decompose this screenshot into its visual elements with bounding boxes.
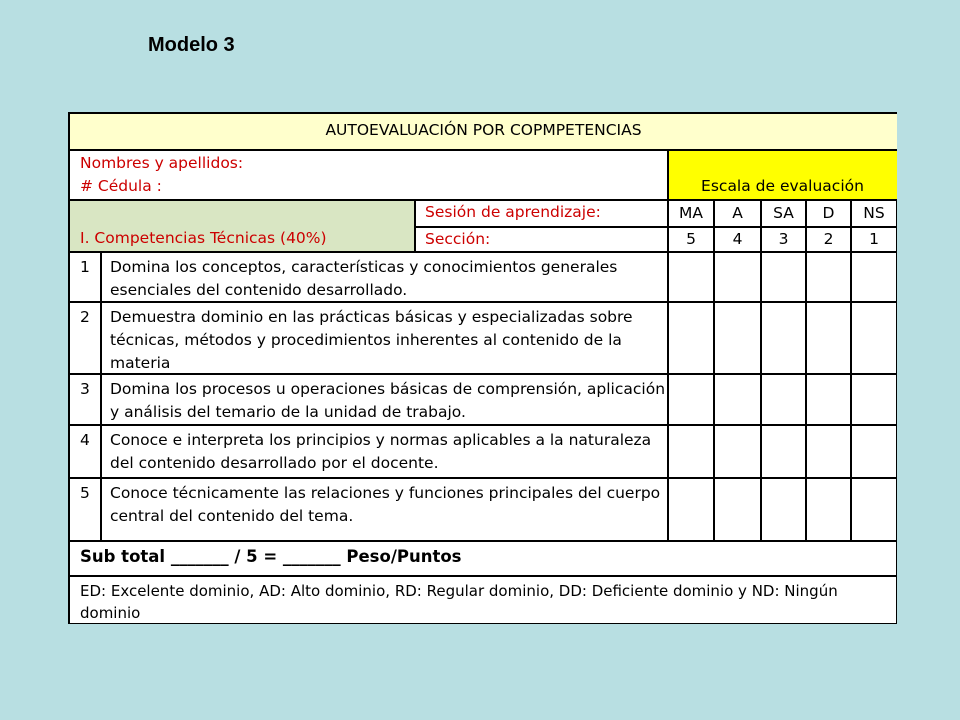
subtotal-row: [70, 541, 897, 576]
rating-cell[interactable]: [807, 253, 851, 301]
scale-header-a: A: [732, 204, 743, 222]
item-number-1: 1: [80, 258, 90, 276]
scale-value-2: 2: [823, 230, 834, 248]
id-label: # Cédula :: [80, 177, 162, 195]
scale-value-1: 1: [869, 230, 879, 248]
grid-line: [760, 200, 762, 541]
item-text-5: Conoce técnicamente las relaciones y funciones principales del cuerpo central del contenido del tema.: [110, 484, 661, 525]
section-cell: [415, 227, 668, 252]
grid-line: [850, 200, 852, 541]
grid-line: [70, 424, 897, 426]
grid-line: [805, 200, 807, 541]
grid-line: [70, 373, 897, 375]
rating-cell[interactable]: [762, 253, 806, 301]
scale-header-sa: SA: [773, 204, 794, 222]
rating-cell[interactable]: [762, 303, 806, 373]
item-text-3: Domina los procesos u operaciones básicas de comprensión, aplicación y análisis del temario de la unidad de trabajo.: [110, 380, 666, 421]
grid-line: [70, 477, 897, 479]
rating-cell[interactable]: [807, 479, 851, 540]
student-info: [70, 150, 668, 200]
rating-cell[interactable]: [852, 375, 896, 424]
subtotal-text: Sub total _______ / 5 = _______ Peso/Puntos: [80, 547, 462, 566]
rating-cell[interactable]: [669, 479, 714, 540]
scale-label: Escala de evaluación: [701, 177, 864, 195]
section-title: I. Competencias Técnicas (40%): [80, 229, 327, 247]
form-header: [70, 114, 897, 150]
evaluation-form: [68, 112, 897, 624]
rating-cell[interactable]: [807, 375, 851, 424]
rating-cell[interactable]: [852, 303, 896, 373]
item-number-2: 2: [80, 308, 90, 326]
section-title-cell: [70, 200, 415, 252]
rating-cell[interactable]: [669, 253, 714, 301]
grid-line: [70, 149, 897, 151]
grid-line: [414, 200, 416, 252]
session-label: Sesión de aprendizaje:: [425, 203, 601, 221]
rating-cell[interactable]: [715, 479, 760, 540]
grid-line: [713, 200, 715, 541]
rating-cell[interactable]: [762, 479, 806, 540]
rating-cell[interactable]: [715, 426, 760, 477]
grid-line: [70, 199, 897, 201]
grid-line: [70, 301, 897, 303]
item-number-3: 3: [80, 380, 90, 398]
rating-cell[interactable]: [669, 303, 714, 373]
rating-cell[interactable]: [807, 426, 851, 477]
grid-line: [70, 251, 897, 253]
item-text-1: Domina los conceptos, características y conocimientos generales esenciales del contenido desarrollado.: [110, 258, 618, 299]
slide-title: Modelo 3: [148, 34, 235, 56]
scale-value-3: 3: [778, 230, 789, 248]
rating-cell[interactable]: [852, 426, 896, 477]
scale-header-ma: MA: [679, 204, 703, 222]
section-label: Sección:: [425, 230, 491, 248]
scale-value-5: 5: [686, 230, 696, 248]
grid-line: [415, 226, 897, 228]
grid-line: [70, 575, 897, 577]
scale-value-4: 4: [732, 230, 743, 248]
rating-cell[interactable]: [852, 479, 896, 540]
rating-cell[interactable]: [669, 426, 714, 477]
form-header-title: AUTOEVALUACIÓN POR COPMPETENCIAS: [325, 121, 642, 139]
rating-cell[interactable]: [852, 253, 896, 301]
session-cell: [415, 200, 668, 227]
rating-cell[interactable]: [762, 375, 806, 424]
scale-header-d: D: [822, 204, 835, 222]
rating-cell[interactable]: [807, 303, 851, 373]
rating-cell[interactable]: [715, 253, 760, 301]
rating-cell[interactable]: [715, 303, 760, 373]
rating-cell[interactable]: [669, 375, 714, 424]
grid-line: [70, 540, 897, 542]
legend-text: ED: Excelente dominio, AD: Alto dominio, RD: Regular dominio, DD: Deficiente dominio y ND: Ningún dominio: [80, 582, 838, 622]
rating-cell[interactable]: [715, 375, 760, 424]
grid-line: [667, 150, 669, 541]
item-number-5: 5: [80, 484, 90, 502]
names-label: Nombres y apellidos:: [80, 154, 244, 172]
scale-header: [668, 150, 897, 200]
scale-header-ns: NS: [863, 204, 885, 222]
legend-row: [70, 576, 897, 624]
rating-cell[interactable]: [762, 426, 806, 477]
item-text-2: Demuestra dominio en las prácticas básicas y especializadas sobre técnicas, métodos y procedimientos inherentes al contenido de la materia: [110, 308, 633, 372]
grid-line: [100, 253, 102, 541]
item-number-4: 4: [80, 431, 90, 449]
item-text-4: Conoce e interpreta los principios y normas aplicables a la naturaleza del contenido desarrollado por el docente.: [110, 431, 652, 472]
